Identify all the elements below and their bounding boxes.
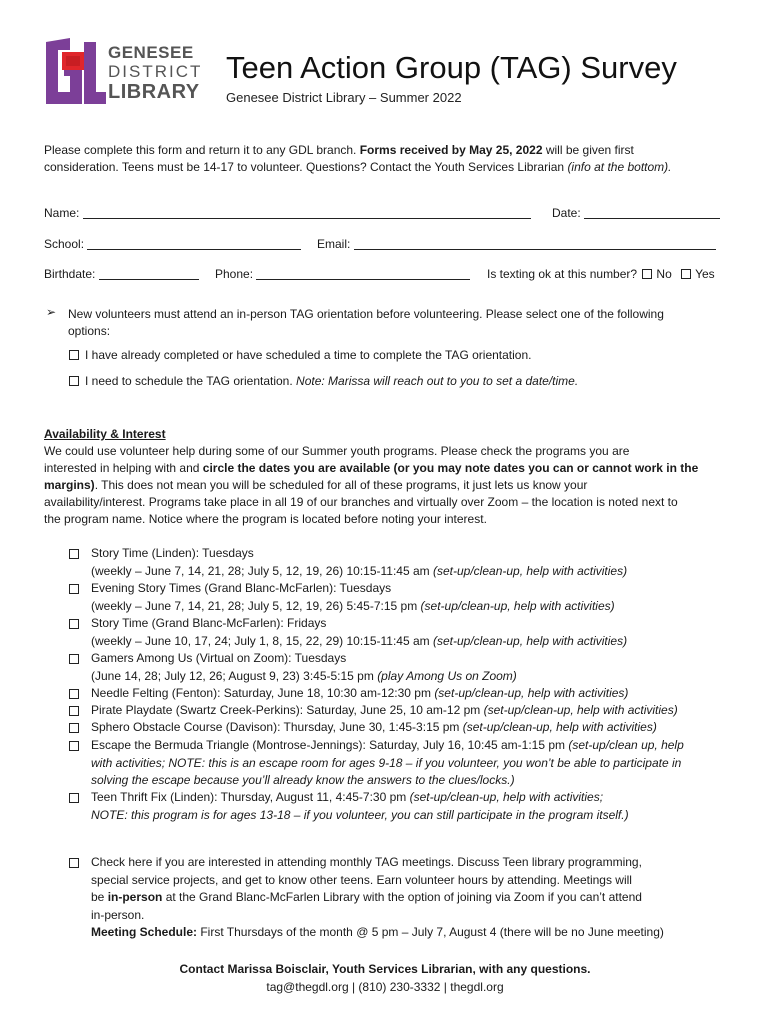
logo-line-district: DISTRICT — [108, 62, 203, 81]
program-item — [91, 615, 627, 650]
intro-deadline: Forms received by May 25, 2022 — [359, 143, 543, 157]
orientation-schedule-note: Note: Marissa will reach out to you to set a date/time. — [296, 374, 579, 388]
date-input-line[interactable] — [584, 207, 720, 219]
name-label: Name: — [44, 206, 80, 220]
school-label: School: — [44, 237, 85, 251]
phone-input-line[interactable] — [256, 268, 470, 280]
program-dates: (weekly – June 10, 17, 24; July 1, 8, 15, 22, 29) 10:15-11:45 am — [91, 633, 433, 648]
availability-line-2 — [44, 460, 698, 477]
footer-contact: Contact Marissa Boisclair, Youth Services Librarian, with any questions. — [179, 962, 591, 976]
program-title: Needle Felting (Fenton): Saturday, June 18, 10:30 am-12:30 pm — [91, 686, 435, 700]
page-subtitle: Genesee District Library – Summer 2022 — [226, 90, 462, 105]
program-title: Story Time (Linden): Tuesdays — [91, 546, 254, 560]
program-item — [91, 719, 657, 737]
program-checkbox[interactable] — [69, 723, 79, 733]
program-note-2: solving the escape because you’ll already know the answers to the clues/locks.) — [91, 773, 515, 787]
name-field[interactable] — [44, 205, 531, 222]
program-title: Story Time (Grand Blanc-McFarlen): Fridays — [91, 616, 327, 630]
program-role: (set-up/clean-up, help with activities) — [462, 720, 657, 734]
program-role: (set-up/clean up, help — [568, 738, 684, 752]
orientation-line-1: New volunteers must attend an in-person TAG orientation before volunteering. Please select one of the following — [68, 307, 664, 321]
intro-line-1 — [44, 142, 634, 159]
program-item — [91, 685, 628, 703]
availability-emphasis: circle the dates you are available (or you may note dates you can or cannot work in the — [202, 461, 699, 475]
program-dates: (weekly – June 7, 14, 21, 28; July 5, 12, 19, 26) 5:45-7:15 pm — [91, 598, 421, 613]
orientation-schedule-checkbox[interactable] — [69, 376, 79, 386]
school-input-line[interactable] — [87, 238, 301, 250]
email-label: Email: — [317, 237, 351, 251]
program-dates: (weekly – June 7, 14, 21, 28; July 5, 12, 19, 26) 10:15-11:45 am — [91, 563, 433, 578]
texting-label: Is texting ok at this number? — [487, 267, 638, 281]
program-item — [91, 545, 627, 580]
meetings-line-2: special service projects, and get to know other teens. Earn volunteer hours by attending. Meetings will — [91, 872, 632, 887]
intro-text-2: consideration. Teens must be 14-17 to volunteer. Questions? Contact the Youth Services Librarian — [44, 160, 568, 174]
birthdate-input-line[interactable] — [99, 268, 199, 280]
program-checkbox[interactable] — [69, 584, 79, 594]
orientation-schedule-label: I need to schedule the TAG orientation. — [85, 374, 297, 388]
meetings-line-1: Check here if you are interested in attending monthly TAG meetings. Discuss Teen library programming, — [91, 855, 642, 869]
program-role: (set-up/clean-up, help with activities) — [420, 598, 615, 613]
program-item — [91, 650, 517, 685]
availability-emphasis-end: margins) — [44, 478, 95, 492]
intro-line-2 — [44, 159, 672, 176]
meeting-schedule-label: Meeting Schedule: — [91, 925, 198, 939]
intro-info-note: (info at the bottom). — [567, 160, 672, 174]
program-title: Sphero Obstacle Course (Davison): Thursday, June 30, 1:45-3:15 pm — [91, 720, 463, 734]
meetings-text: be — [91, 890, 108, 904]
footer-contact-details: tag@thegdl.org | (810) 230-3332 | thegdl.org — [266, 980, 504, 994]
program-item — [91, 702, 678, 720]
program-item — [91, 580, 615, 615]
texting-no-checkbox[interactable] — [642, 269, 652, 279]
email-field[interactable] — [317, 236, 716, 253]
program-note: NOTE: this program is for ages 13-18 – if you volunteer, you can still participate in the program itself.) — [91, 807, 629, 822]
logo-wordmark — [108, 44, 202, 102]
meeting-schedule-text: First Thursdays of the month @ 5 pm – July 7, August 4 (there will be no June meeting) — [197, 925, 664, 939]
arrow-bullet-icon: ➢ — [46, 305, 57, 319]
program-role: (set-up/clean-up, help with activities; — [409, 790, 604, 804]
program-checkbox[interactable] — [69, 706, 79, 716]
availability-text: interested in helping with and — [44, 461, 203, 475]
program-checkbox[interactable] — [69, 549, 79, 559]
program-checkbox[interactable] — [69, 654, 79, 664]
program-title: Pirate Playdate (Swartz Creek-Perkins): Saturday, June 25, 10 am-12 pm — [91, 703, 484, 717]
availability-heading: Availability & Interest — [44, 427, 166, 441]
availability-line-1: We could use volunteer help during some of our Summer youth programs. Please check the programs you are — [44, 444, 630, 458]
email-input-line[interactable] — [354, 238, 716, 250]
program-dates: (June 14, 28; July 12, 26; August 9, 23) 3:45-5:15 pm — [91, 668, 378, 683]
program-role: (play Among Us on Zoom) — [377, 668, 517, 683]
program-checkbox[interactable] — [69, 741, 79, 751]
tag-meetings-checkbox[interactable] — [69, 858, 79, 868]
program-title: Evening Story Times (Grand Blanc-McFarlen): Tuesdays — [91, 581, 392, 595]
program-title: Escape the Bermuda Triangle (Montrose-Jennings): Saturday, July 16, 10:45 am-1:15 pm — [91, 738, 569, 752]
texting-yes-checkbox[interactable] — [681, 269, 691, 279]
program-title: Teen Thrift Fix (Linden): Thursday, August 11, 4:45-7:30 pm — [91, 790, 410, 804]
program-item — [91, 789, 629, 824]
program-role: (set-up/clean-up, help with activities) — [433, 563, 628, 578]
orientation-line-2: options: — [68, 324, 111, 338]
name-input-line[interactable] — [83, 207, 531, 219]
program-checkbox[interactable] — [69, 689, 79, 699]
phone-label: Phone: — [215, 267, 254, 281]
tag-meetings-block — [91, 854, 664, 942]
program-role: (set-up/clean-up, help with activities) — [434, 686, 629, 700]
phone-field[interactable] — [215, 266, 470, 283]
intro-text: Please complete this form and return it to any GDL branch. — [44, 143, 360, 157]
intro-text-end: will be given first — [542, 143, 634, 157]
program-checkbox[interactable] — [69, 793, 79, 803]
texting-no-label: No — [656, 267, 672, 281]
gdl-logo-mark — [44, 36, 108, 106]
orientation-completed-checkbox[interactable] — [69, 350, 79, 360]
program-role: (set-up/clean-up, help with activities) — [433, 633, 628, 648]
birthdate-label: Birthdate: — [44, 267, 96, 281]
program-role: (set-up/clean-up, help with activities) — [483, 703, 678, 717]
date-field[interactable] — [552, 205, 720, 222]
availability-text-2: . This does not mean you will be scheduled for all of these programs, it just lets us know your — [94, 478, 588, 492]
texting-yes-label: Yes — [695, 267, 715, 281]
availability-line-3 — [44, 477, 587, 494]
gdl-logo — [44, 36, 214, 108]
program-title: Gamers Among Us (Virtual on Zoom): Tuesdays — [91, 651, 347, 665]
date-label: Date: — [552, 206, 581, 220]
school-field[interactable] — [44, 236, 301, 253]
program-item — [91, 737, 684, 790]
texting-question — [487, 266, 715, 283]
page-title: Teen Action Group (TAG) Survey — [226, 50, 677, 85]
meetings-in-person: in-person — [107, 890, 163, 904]
logo-line-genesee: GENESEE — [108, 43, 194, 62]
meetings-line-4: in-person. — [91, 907, 145, 922]
availability-line-4: availability/interest. Programs take place in all 19 of our branches and virtually over Zoom – the location is noted next to — [44, 495, 678, 509]
availability-line-5: the program name. Notice where the program is located before noting your interest. — [44, 512, 487, 526]
logo-line-library: LIBRARY — [108, 81, 200, 103]
program-checkbox[interactable] — [69, 619, 79, 629]
meetings-text-2: at the Grand Blanc-McFarlen Library with the option of joining via Zoom if you can’t attend — [162, 890, 642, 904]
orientation-completed-label: I have already completed or have scheduled a time to complete the TAG orientation. — [85, 348, 532, 362]
birthdate-field[interactable] — [44, 266, 199, 283]
program-note: with activities; NOTE: this is an escape room for ages 9-18 – if you volunteer, you won’t be able to participate in — [91, 755, 682, 770]
orientation-schedule-option — [85, 373, 578, 390]
